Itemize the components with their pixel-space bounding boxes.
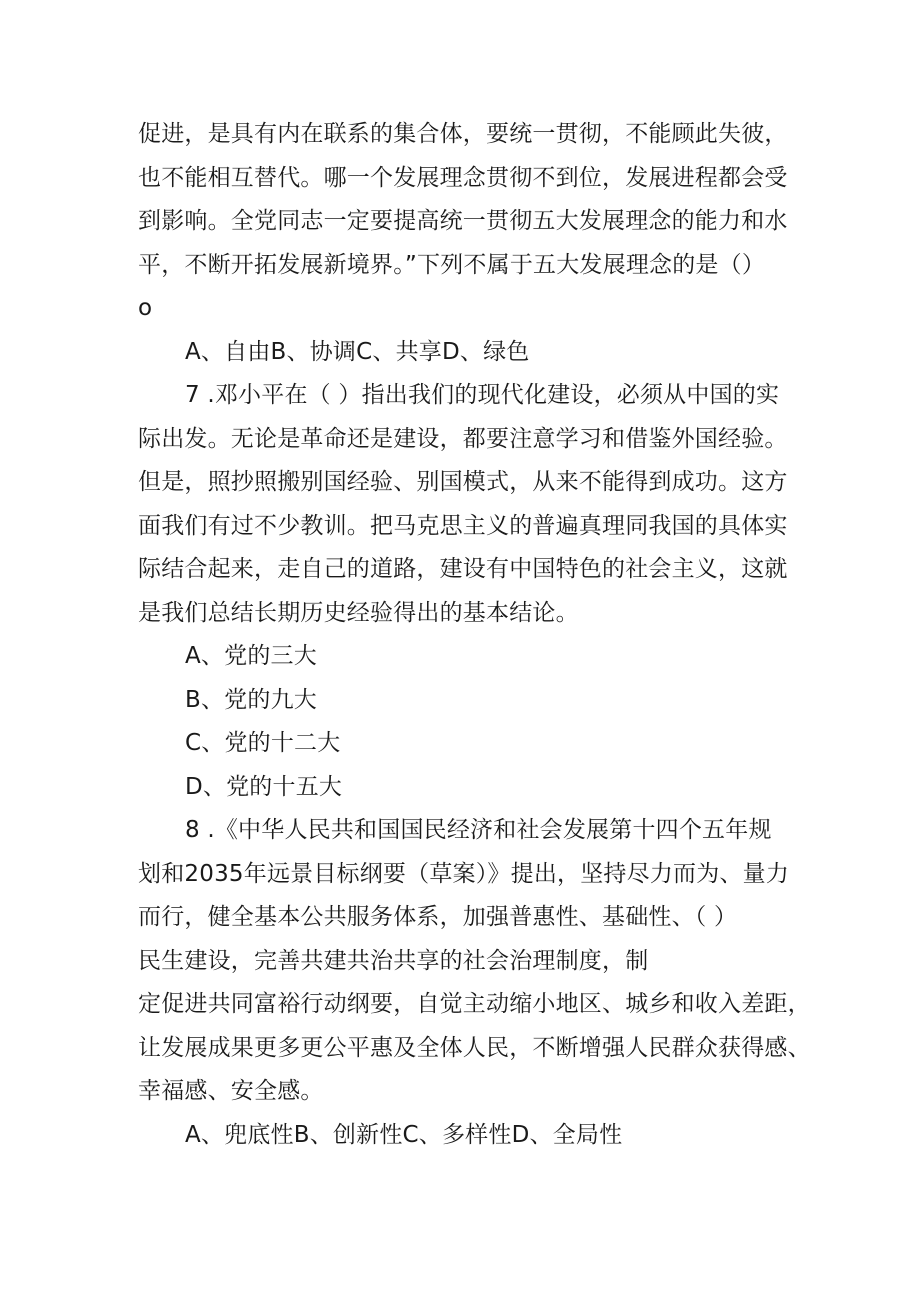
- paragraph-line: 但是，照抄照搬别国经验、别国模式，从来不能得到成功。这方: [138, 469, 788, 495]
- paragraph-line: 到影响。全党同志一定要提高统一贯彻五大发展理念的能力和水: [138, 208, 788, 234]
- question-7-option-d: D、党的十五大: [185, 773, 343, 800]
- paragraph-line: 而行，健全基本公共服务体系，加强普惠性、基础性、（ ）: [138, 904, 738, 930]
- paragraph-line: 面我们有过不少教训。把马克思主义的普遍真理同我国的具体实: [138, 512, 788, 539]
- document-body: [138, 113, 811, 1157]
- paragraph-line: 定促进共同富裕行动纲要，自觉主动缩小地区、城乡和收入差距，: [138, 991, 811, 1017]
- question-7-option-c: C、党的十二大: [185, 730, 341, 756]
- paragraph-line: 民生建设，完善共建共治共享的社会治理制度，制: [138, 947, 649, 974]
- paragraph-line: o: [138, 295, 153, 321]
- question-7-section: [138, 374, 788, 809]
- paragraph-line: 际结合起来，走自己的道路，建设有中国特色的社会主义，这就: [138, 556, 788, 582]
- question-7-stem: 7 .邓小平在（ ）指出我们的现代化建设，必须从中国的实: [185, 382, 780, 408]
- paragraph-line: 是我们总结长期历史经验得出的基本结论。: [138, 599, 579, 626]
- question-7-option-a: A、党的三大: [185, 643, 317, 669]
- paragraph-line: 际出发。无论是革命还是建设，都要注意学习和借鉴外国经验。: [138, 425, 788, 452]
- question-7-option-b: B、党的九大: [185, 686, 317, 713]
- paragraph-line: 促进，是具有内在联系的集合体，要统一贯彻，不能顾此失彼，: [138, 121, 788, 147]
- question-6-options: A、自由B、协调C、共享D、绿色: [185, 338, 530, 365]
- paragraph-line: 也不能相互替代。哪一个发展理念贯彻不到位，发展进程都会受: [138, 164, 788, 191]
- question-8-stem: 8 .《中华人民共和国国民经济和社会发展第十四个五年规: [185, 817, 772, 843]
- question-6-section: [138, 113, 788, 374]
- paragraph-line: 平，不断开拓发展新境界。”下列不属于五大发展理念的是（）: [138, 251, 766, 278]
- paragraph-line: 让发展成果更多更公平惠及全体人民，不断增强人民群众获得感、: [138, 1034, 811, 1061]
- question-8-options: A、兜底性B、创新性C、多样性D、全局性: [185, 1121, 623, 1148]
- question-8-section: [138, 809, 811, 1157]
- paragraph-line: 幸福感、安全感。: [138, 1078, 324, 1104]
- paragraph-line: 划和2035年远景目标纲要（草案）》提出，坚持尽力而为、量力: [138, 860, 790, 887]
